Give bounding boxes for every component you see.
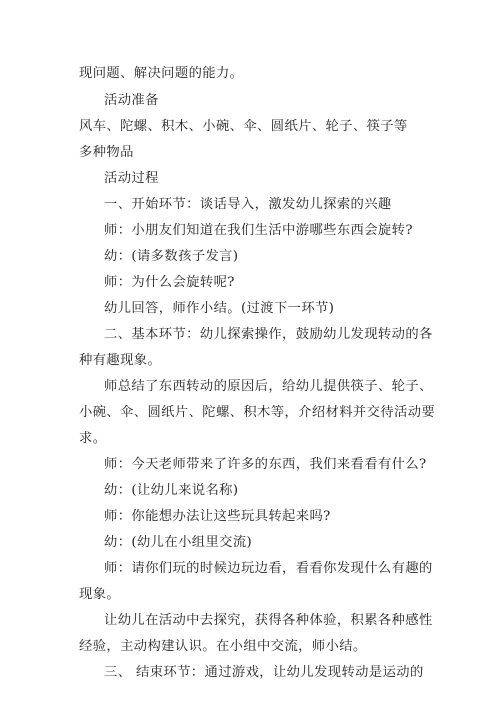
text-line-10: 幼儿回答，师作小结。(过渡下一环节): [104, 301, 335, 316]
dialogue-line-teacher-2: 师：为什么会旋转呢?: [104, 275, 235, 290]
step-heading-start: 一、开始环节：谈话导入，激发幼儿探索的兴趣: [104, 197, 392, 212]
text-line-4: 多种物品: [79, 145, 134, 160]
dialogue-line-teacher-1: 师：小朋友们知道在我们生活中游哪些东西会旋转?: [104, 223, 413, 238]
text-line-23: 经验，主动构建认识。在小组中交流，师小结。: [79, 639, 367, 654]
section-heading-preparation: 活动准备: [104, 93, 159, 108]
dialogue-line-child-3: 幼：(幼儿在小组里交流): [104, 535, 253, 550]
step-heading-end: 三、 结束环节：通过游戏，让幼儿发现转动是运动的: [104, 665, 424, 680]
text-line-21: 现象。: [79, 587, 121, 602]
dialogue-line-teacher-4: 师：你能想办法让这些玩具转起来吗?: [104, 509, 331, 524]
text-line-14: 小碗、伞、圆纸片、陀螺、积木等，介绍材料并交待活动要: [79, 405, 436, 420]
step-heading-basic: 二、基本环节：幼儿探索操作，鼓励幼儿发现转动的各: [104, 327, 433, 342]
text-line-12: 种有趣现象。: [79, 353, 162, 368]
dialogue-line-teacher-5: 师：请你们玩的时候边玩边看，看看你发现什么有趣的: [104, 561, 433, 576]
dialogue-line-child-1: 幼：(请多数孩子发言): [104, 249, 239, 264]
dialogue-line-teacher-3: 师：今天老师带来了许多的东西，我们来看看有什么?: [104, 457, 427, 472]
text-line-1: 现问题、解决问题的能力。: [79, 66, 244, 81]
text-line-15: 求。: [79, 431, 107, 446]
text-line-13: 师总结了东西转动的原因后，给幼儿提供筷子、轮子、: [104, 379, 433, 394]
text-line-22: 让幼儿在活动中去探究，获得各种体验，积累各种感性: [104, 613, 433, 628]
section-heading-process: 活动过程: [104, 171, 159, 186]
text-line-3: 风车、陀螺、积木、小碗、伞、圆纸片、轮子、筷子等: [79, 119, 408, 134]
dialogue-line-child-2: 幼：(让幼儿来说名称): [104, 483, 239, 498]
